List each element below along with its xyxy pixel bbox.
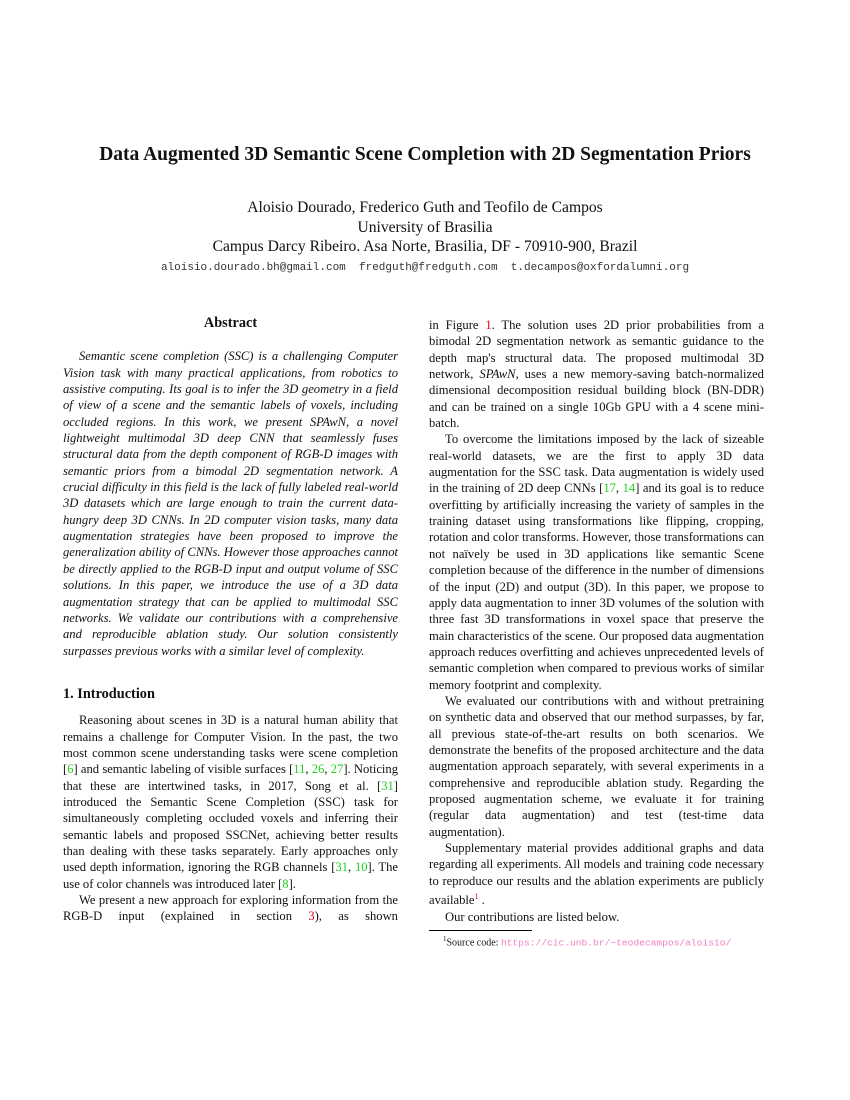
text: ), as shown [314, 909, 398, 924]
citation-link[interactable]: 17 [603, 481, 616, 496]
text: ]. Noticing that these are intertwined tasks, in 2017, Song et al. [ [63, 762, 398, 793]
text: , [305, 762, 312, 777]
citation-link[interactable]: 6 [67, 762, 74, 777]
text: ]. The use of color channels was introduced later [ [63, 860, 399, 891]
paragraph [429, 840, 764, 909]
authors: Aloisio Dourado, Frederico Guth and Teofilo de Campos [247, 199, 603, 216]
affiliation: University of Brasilia [357, 219, 493, 236]
right-column [429, 317, 764, 949]
paragraph [429, 431, 764, 693]
text: Reasoning about scenes in 3D is a natural human ability that remains a challenge for Computer Vision. In the past, the two most common scene understanding tasks were scene completion [ [63, 713, 398, 777]
citation-link[interactable]: 27 [330, 762, 344, 777]
paper-title: Data Augmented 3D Semantic Scene Completion with 2D Segmentation Priors [99, 144, 751, 165]
citation-link[interactable]: 31 [335, 860, 348, 875]
footnote-link[interactable]: 1 [474, 892, 479, 902]
text: ]. [288, 876, 296, 891]
footnote [429, 933, 764, 949]
citation-link[interactable]: 26 [311, 762, 325, 777]
abstract-heading: Abstract [203, 315, 258, 331]
cross-reference-link[interactable]: 1 [485, 318, 492, 332]
paragraph [429, 693, 764, 840]
citation-link[interactable]: 8 [282, 876, 289, 891]
citation-link[interactable]: 14 [622, 481, 636, 496]
paragraph [63, 892, 398, 925]
footnote-mark: 1 [443, 934, 447, 943]
author-emails: aloisio.dourado.bh@gmail.com fredguth@fredguth.com t.decampos@oxfordalumni.org [160, 262, 690, 274]
paragraph [429, 317, 764, 431]
text: ] and its goal is to reduce overfitting by artificially increasing the variety of samples in the training dataset using transformations like flipping, cropping, rotation and color transforms. However, those transformations can not naïvely be used in 3D applications like semantic Scene completion because of the difference in the number of dimensions of the input (2D) and output (3D). In this paper, we propose to apply data augmentation to inner 3D volumes of the solution with three fast 3D transformations in voxel space that preserve the main characteristics of the scene. Our proposed data augmentation approach reduces overfitting and achieves unprecedented levels of semantic completion when compared to previous works of similar memory footprint and complexity. [429, 481, 765, 692]
citation-link[interactable]: 10 [354, 860, 368, 875]
text: We present a new approach for exploring information from the RGB-D input (explained in section [63, 893, 398, 924]
introduction-body-continued [429, 317, 764, 925]
introduction-heading: 1. Introduction [63, 685, 155, 702]
paragraph [429, 909, 764, 925]
address: Campus Darcy Ribeiro. Asa Norte, Brasilia, DF - 70910-900, Brazil [212, 238, 638, 255]
text: in Figure [429, 318, 486, 332]
text: , uses a new memory-saving batch-normalized dimensional decomposition residual building block (BN-DDR) and can be trained on a single 10Gb GPU with a 4 scene mini-batch. [429, 367, 764, 431]
text: ] introduced the Semantic Scene Completion (SSC) task for simultaneously completing occluded voxels and inferring their semantic labels and proposed SSCNet, achieving better results than dealing with these tasks separately. Early approaches only used depth information, ignoring the RGB channels [ [63, 778, 398, 875]
abstract-text: Semantic scene completion (SSC) is a challenging Computer Vision task with many practical applications, from robotics to assistive computing. Its goal is to infer the 3D geometry in a field of view of a scene and the semantic labels of voxels, including occluded regions. In this work, we present SPAwN, a novel lightweight multimodal 3D deep CNN that seamlessly fuses structural data from the depth component of RGB-D images with semantic priors from a bimodal 2D segmentation network. A crucial difficulty in this field is the lack of fully labeled real-world 3D datasets which are large enough to train the current data-hungry deep 3D CNNs. In 2D computer vision tasks, many data augmentation strategies have been proposed to improve the generalization ability of CNNs. However those approaches cannot be directly applied to the RGB-D input and output volume of SSC solutions. In this paper, we introduce the use of a 3D data augmentation strategy that can be applied to multimodal SSC networks. We validate our contributions with a comprehensive and reproducible ablation study. Our solution consistently surpasses previous works with a similar level of complexity. [63, 349, 398, 658]
text: Our contributions are listed below. [445, 909, 620, 924]
text: . [478, 893, 485, 908]
left-column [63, 315, 398, 925]
text: , [324, 762, 331, 777]
source-code-link[interactable]: https://cic.unb.br/~teodecampos/aloisio/ [500, 937, 732, 949]
footnote-divider [429, 930, 532, 931]
cross-reference-link[interactable]: 3 [308, 909, 315, 924]
text: ] and semantic labeling of visible surfaces [ [73, 762, 294, 777]
citation-link[interactable]: 31 [381, 778, 394, 793]
emphasis-text: SPAwN [479, 367, 516, 382]
text: , [615, 481, 623, 496]
introduction-body [63, 712, 398, 924]
paragraph [63, 712, 398, 892]
citation-link[interactable]: 11 [293, 762, 306, 777]
text: . The solution uses 2D prior probabilities from a bimodal 2D segmentation network as semantic guidance to the depth map's structural data. The proposed multimodal 3D network, [429, 318, 764, 382]
text: We evaluated our contributions with and without pretraining on synthetic data and observed that our method surpasses, by far, all previous state-of-the-art results on both scenarios. We demonstrate the benefits of the proposed architecture and the data augmentation approach separately, with several experiments in a comprehensive and reproducible ablation study. Regarding the proposed augmentation scheme, we evaluate it for training (regular data augmentation) and test (test-time data augmentation). [429, 693, 764, 839]
text: Supplementary material provides additional graphs and data regarding all experiments. All models and training code necessary to reproduce our results and the ablation experiments are publicly available [429, 841, 764, 908]
footnote-label: Source code: [446, 937, 501, 949]
text: , [348, 860, 355, 875]
text: To overcome the limitations imposed by the lack of sizeable real-world datasets, we are the first to apply 3D data augmentation for the SSC task. Data augmentation is widely used in the training of 2D deep CNNs [ [429, 432, 764, 496]
